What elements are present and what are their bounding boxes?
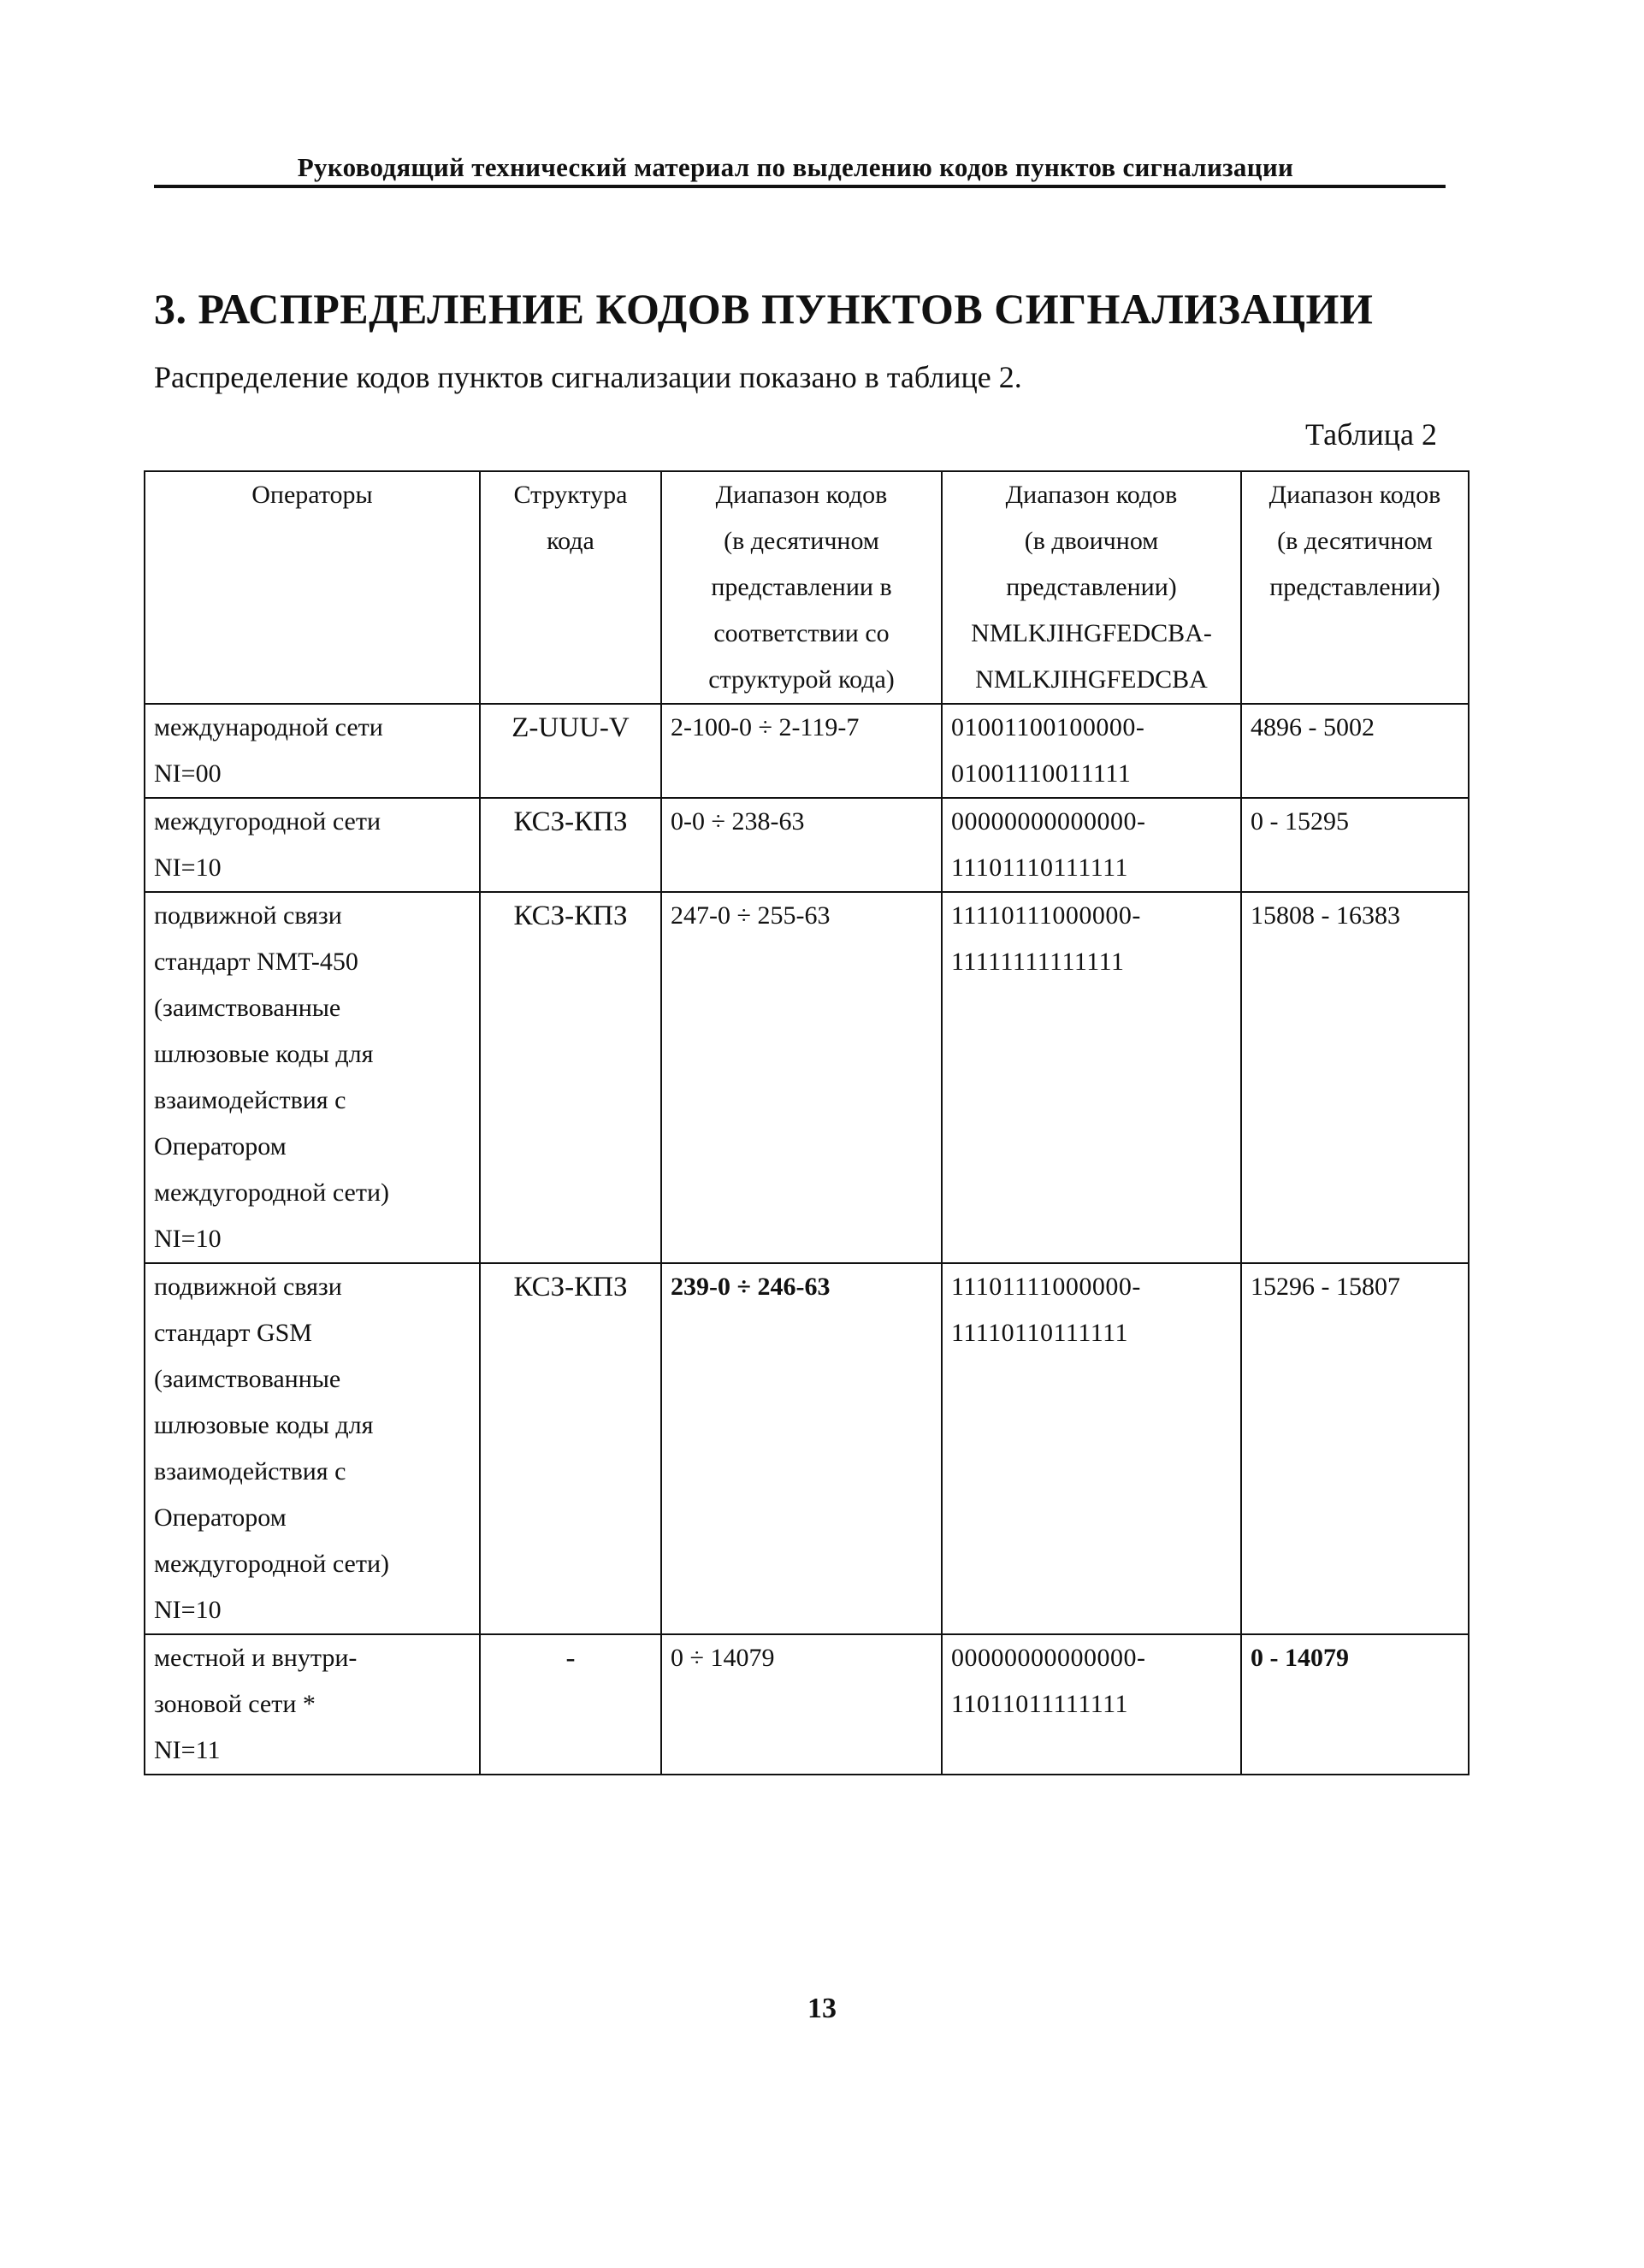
operator-line: подвижной связи — [154, 1273, 342, 1301]
table-row — [145, 892, 1469, 1263]
header-line: (в десятичном — [724, 527, 879, 555]
header-line: (в двоичном — [1024, 527, 1159, 555]
operator-line: взаимодействия с — [154, 1457, 346, 1485]
running-header: Руководящий технический материал по выделению кодов пунктов сигнализации — [297, 152, 1294, 182]
binary-cell — [942, 892, 1241, 1263]
table-row — [145, 704, 1469, 798]
operator-line: шлюзовые коды для — [154, 1040, 374, 1068]
operator-line: шлюзовые коды для — [154, 1411, 374, 1439]
operator-cell — [145, 704, 480, 798]
header-line: соответствии со — [713, 619, 890, 647]
binary-line: 11110111000000- — [951, 901, 1141, 930]
binary-line: 00000000000000- — [951, 807, 1146, 836]
binary-line: 11101111000000- — [951, 1273, 1141, 1301]
header-line: представлении) — [1006, 573, 1177, 601]
column-header-decimal-structured — [661, 471, 942, 704]
operator-line: междугородной сети) — [154, 1178, 390, 1207]
column-header-decimal — [1241, 471, 1469, 704]
operator-line: международной сети — [154, 713, 383, 741]
structure-cell: Z-UUU-V — [480, 704, 661, 798]
table-row — [145, 798, 1469, 892]
table-row — [145, 1263, 1469, 1634]
binary-cell — [942, 1263, 1241, 1634]
operator-cell — [145, 892, 480, 1263]
decimal-structured-cell: 247-0 ÷ 255-63 — [661, 892, 942, 1263]
operator-line: Оператором — [154, 1132, 287, 1161]
operator-line: NI=10 — [154, 1596, 222, 1624]
operator-line: NI=00 — [154, 759, 222, 788]
header-line: структурой кода) — [708, 665, 895, 694]
operator-line: (заимствованные — [154, 1365, 341, 1393]
decimal-cell: 0 - 14079 — [1241, 1634, 1469, 1775]
operator-line: подвижной связи — [154, 901, 342, 930]
structure-cell: - — [480, 1634, 661, 1775]
table-row — [145, 1634, 1469, 1775]
header-line: представлении) — [1269, 573, 1440, 601]
operator-line: NI=10 — [154, 1225, 222, 1253]
binary-cell — [942, 704, 1241, 798]
structure-cell: КСЗ-КПЗ — [480, 1263, 661, 1634]
page-number: 13 — [807, 1993, 837, 2024]
binary-line: 00000000000000- — [951, 1644, 1146, 1672]
binary-cell — [942, 798, 1241, 892]
header-line: NMLKJIHGFEDCBA- — [971, 619, 1212, 647]
structure-cell: КСЗ-КПЗ — [480, 892, 661, 1263]
table-header-row — [145, 471, 1469, 704]
binary-line: 11110110111111 — [951, 1319, 1128, 1347]
signaling-codes-table — [144, 470, 1470, 1775]
operator-line: местной и внутри- — [154, 1644, 358, 1672]
header-line: (в десятичном — [1277, 527, 1433, 555]
binary-line: 01001110011111 — [951, 759, 1132, 788]
decimal-structured-cell: 0 ÷ 14079 — [661, 1634, 942, 1775]
header-line: NMLKJIHGFEDCBA — [975, 665, 1208, 694]
header-line: Операторы — [251, 481, 373, 509]
operator-line: междугородной сети — [154, 807, 381, 836]
operator-cell — [145, 1634, 480, 1775]
binary-line: 01001100100000- — [951, 713, 1145, 741]
decimal-structured-cell: 0-0 ÷ 238-63 — [661, 798, 942, 892]
decimal-cell: 4896 - 5002 — [1241, 704, 1469, 798]
header-rule — [154, 185, 1446, 188]
binary-line: 11111111111111 — [951, 948, 1125, 976]
decimal-cell: 15296 - 15807 — [1241, 1263, 1469, 1634]
header-line: кода — [547, 527, 594, 555]
operator-cell — [145, 1263, 480, 1634]
binary-cell — [942, 1634, 1241, 1775]
column-header-binary — [942, 471, 1241, 704]
operator-line: Оператором — [154, 1503, 287, 1532]
structure-cell: КСЗ-КПЗ — [480, 798, 661, 892]
operator-line: (заимствованные — [154, 994, 341, 1022]
binary-line: 11011011111111 — [951, 1690, 1128, 1718]
decimal-cell: 15808 - 16383 — [1241, 892, 1469, 1263]
operator-cell — [145, 798, 480, 892]
operator-line: междугородной сети) — [154, 1550, 390, 1578]
table-caption: Таблица 2 — [1305, 417, 1437, 452]
operator-line: зоновой сети * — [154, 1690, 316, 1718]
decimal-structured-cell: 2-100-0 ÷ 2-119-7 — [661, 704, 942, 798]
binary-line: 11101110111111 — [951, 853, 1128, 882]
decimal-cell: 0 - 15295 — [1241, 798, 1469, 892]
header-line: Диапазон кодов — [1268, 481, 1441, 509]
operator-line: взаимодействия с — [154, 1086, 346, 1114]
operator-line: стандарт GSM — [154, 1319, 312, 1347]
intro-paragraph: Распределение кодов пунктов сигнализации показано в таблице 2. — [154, 360, 1022, 394]
header-line: Структура — [513, 481, 628, 509]
header-line: представлении в — [711, 573, 892, 601]
operator-line: NI=10 — [154, 853, 222, 882]
decimal-structured-cell: 239-0 ÷ 246-63 — [661, 1263, 942, 1634]
header-line: Диапазон кодов — [1005, 481, 1178, 509]
operator-line: стандарт NMT-450 — [154, 948, 358, 976]
column-header-structure — [480, 471, 661, 704]
column-header-operators — [145, 471, 480, 704]
operator-line: NI=11 — [154, 1736, 221, 1764]
header-line: Диапазон кодов — [715, 481, 888, 509]
section-title: 3. РАСПРЕДЕЛЕНИЕ КОДОВ ПУНКТОВ СИГНАЛИЗАЦИИ — [154, 285, 1374, 333]
